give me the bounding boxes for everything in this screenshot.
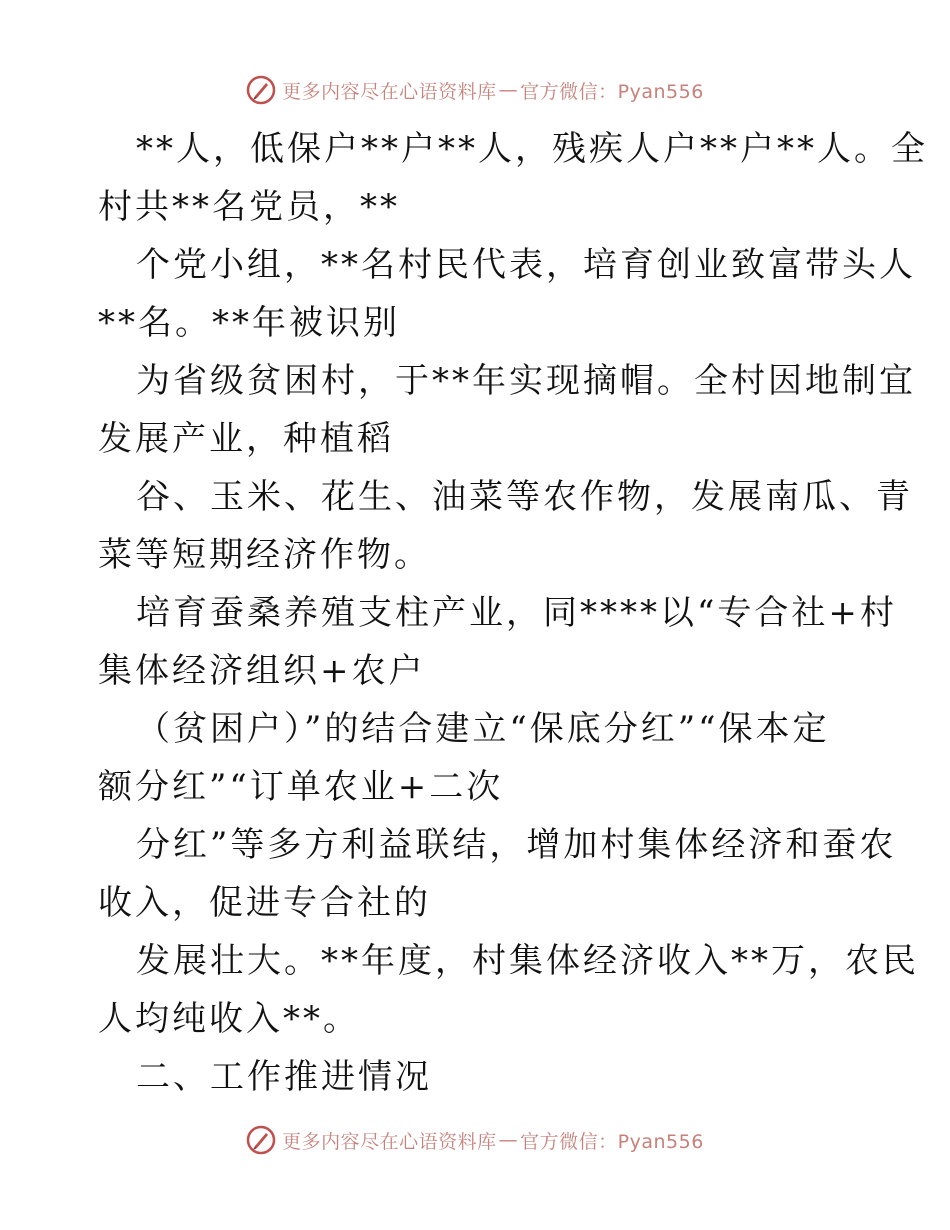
paragraph-line: 菜等短期经济作物。	[98, 535, 431, 575]
feather-pen-logo-icon	[246, 75, 276, 105]
paragraph-line: 为省级贫困村，于**年实现摘帽。全村因地制宜	[136, 361, 916, 401]
footer-watermark	[0, 1120, 950, 1160]
document-body	[98, 120, 928, 1106]
paragraph-line: （贫困户）”的结合建立“保底分红”“保本定	[136, 709, 830, 749]
paragraph-line: 个党小组，**名村民代表，培育创业致富带头人	[136, 245, 916, 285]
paragraph-line: **人，低保户**户**人，残疾人户**户**人。全	[136, 129, 928, 169]
paragraph-line: 分红”等多方利益联结，增加村集体经济和蚕农	[136, 825, 897, 865]
paragraph-line: 村共**名党员，**	[98, 187, 400, 227]
watermark-text: 更多内容尽在心语资料库	[282, 1130, 497, 1153]
paragraph-line: 谷、玉米、花生、油菜等农作物，发展南瓜、青	[136, 477, 913, 517]
header-watermark	[0, 70, 950, 110]
paragraph-line: **名。**年被识别	[98, 303, 400, 343]
paragraph-line: 收入，促进专合社的	[98, 883, 431, 923]
watermark-separator: —	[498, 79, 519, 101]
watermark-text: 更多内容尽在心语资料库	[282, 80, 497, 103]
section-heading: 二、工作推进情况	[136, 1057, 432, 1097]
paragraph-line: 集体经济组织+农户	[98, 651, 426, 691]
paragraph-line: 培育蚕桑养殖支柱产业，同****以“专合社+村	[136, 593, 897, 633]
watermark-separator: —	[498, 1129, 519, 1151]
paragraph-line: 发展产业，种植稻	[98, 419, 394, 459]
watermark-contact: 官方微信：Pyan556	[520, 80, 704, 103]
paragraph-line: 发展壮大。**年度，村集体经济收入**万，农民	[136, 941, 919, 981]
paragraph-line: 额分红”“订单农业+二次	[98, 767, 504, 807]
watermark-contact: 官方微信：Pyan556	[520, 1130, 704, 1153]
feather-pen-logo-icon	[246, 1125, 276, 1155]
paragraph-line: 人均纯收入**。	[98, 999, 360, 1039]
